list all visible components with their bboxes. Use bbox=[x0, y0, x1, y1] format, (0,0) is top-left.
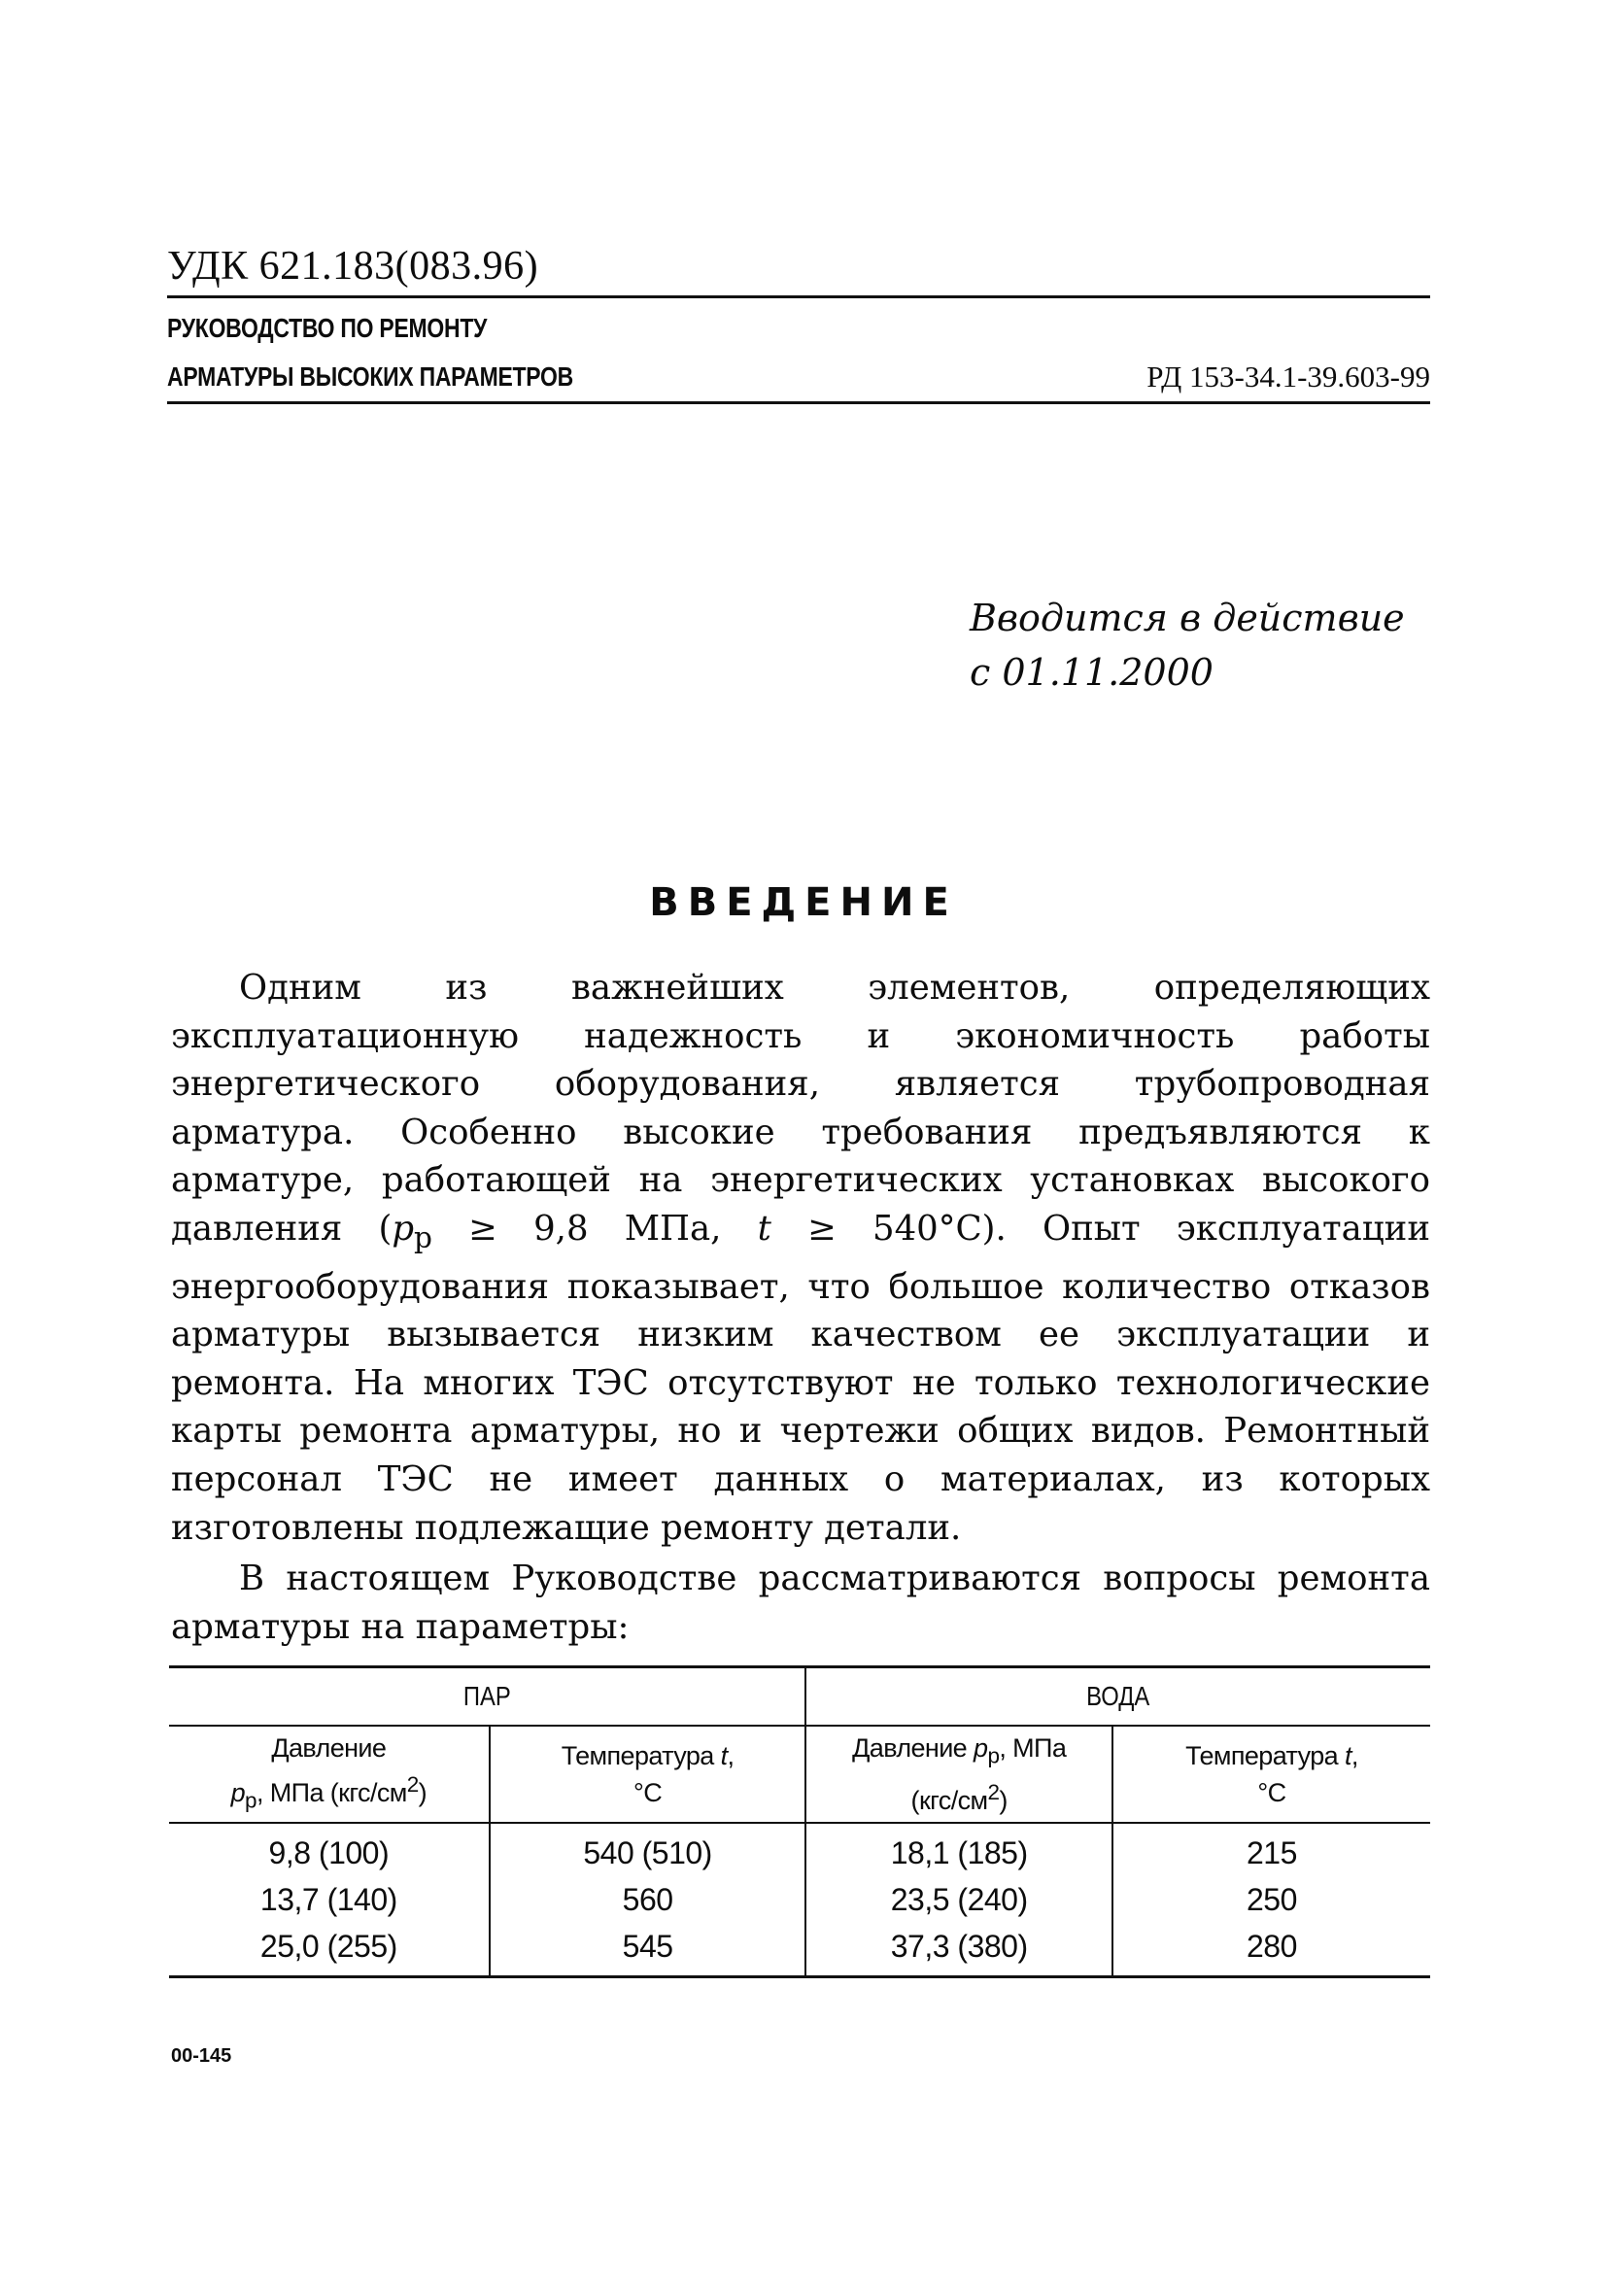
document-number: РД 153-34.1-39.603-99 bbox=[1146, 360, 1430, 394]
section-heading: ВВЕДЕНИЕ bbox=[649, 880, 958, 925]
col-steam-pressure-end: ) bbox=[418, 1777, 427, 1807]
col-water-pressure-line2: (кгс/см bbox=[910, 1786, 988, 1816]
col-steam-pressure-unit: , МПа (кгс/см bbox=[256, 1777, 407, 1807]
paragraph-2: В настоящем Руководстве рассматриваются вопросы ремонта арматуры на параметры: bbox=[171, 1559, 1430, 1647]
col-steam-pressure-sup: 2 bbox=[406, 1771, 419, 1797]
document-title-line1: РУКОВОДСТВО ПО РЕМОНТУ bbox=[167, 313, 488, 343]
table-cell: 560 bbox=[490, 1876, 806, 1923]
paragraph-1 bbox=[171, 964, 1430, 1552]
col-water-temp-line1: Температура bbox=[1185, 1741, 1345, 1770]
effective-date-note bbox=[970, 591, 1405, 700]
pressure-symbol: p bbox=[392, 1208, 415, 1249]
paragraph-1-part1: Одним из важнейших элементов, определяющих эксплуатационную надежность и экономичность работы энергетического оборудования, является трубопроводная арматура. Особенно высокие требования предъявляются к арматуре, работающей на энергетических установках высокого давления ( bbox=[171, 968, 1430, 1249]
effective-line1: Вводится в действие bbox=[970, 597, 1405, 639]
col-water-pressure-end: ) bbox=[999, 1786, 1008, 1816]
col-water-pressure bbox=[805, 1726, 1111, 1823]
col-water-pressure-line1: Давление bbox=[852, 1732, 974, 1763]
col-steam-temp-symbol: t bbox=[720, 1741, 728, 1770]
table-cell: 540 (510) bbox=[490, 1823, 806, 1876]
col-steam-pressure bbox=[169, 1726, 490, 1823]
parameters-table bbox=[169, 1665, 1430, 1978]
table-cell: 18,1 (185) bbox=[805, 1823, 1111, 1876]
table-cell: 37,3 (380) bbox=[805, 1923, 1111, 1977]
table-cell: 23,5 (240) bbox=[805, 1876, 1111, 1923]
table-row bbox=[169, 1823, 1430, 1876]
col-steam-temp-line1: Температура bbox=[561, 1741, 721, 1770]
table-column-header bbox=[169, 1726, 1430, 1823]
effective-line2: с 01.11.2000 bbox=[970, 651, 1214, 694]
table-cell: 13,7 (140) bbox=[259, 1881, 397, 1917]
col-water-temperature bbox=[1112, 1726, 1430, 1823]
group-steam: ПАР bbox=[462, 1681, 511, 1711]
table-cell: 545 bbox=[490, 1923, 806, 1977]
col-water-pressure-unit: , МПа bbox=[999, 1732, 1067, 1763]
paragraph-1-part2: ≥ 9,8 МПа, bbox=[431, 1208, 758, 1249]
col-water-temp-unit: °С bbox=[1257, 1778, 1286, 1807]
header-rule-bottom bbox=[167, 401, 1430, 404]
table-group-header bbox=[169, 1667, 1430, 1727]
col-water-pressure-subscript: р bbox=[987, 1743, 1000, 1768]
col-water-pressure-sup: 2 bbox=[987, 1780, 1000, 1805]
table-cell: 250 bbox=[1112, 1876, 1430, 1923]
table-row bbox=[169, 1923, 1430, 1977]
col-steam-temp-comma: , bbox=[727, 1741, 735, 1770]
col-water-temp-comma: , bbox=[1351, 1741, 1358, 1770]
col-steam-temperature bbox=[490, 1726, 806, 1823]
col-steam-pressure-symbol: p bbox=[230, 1777, 246, 1807]
body-text bbox=[171, 964, 1430, 1651]
col-steam-temp-unit: °С bbox=[633, 1778, 663, 1807]
table-cell: 9,8 (100) bbox=[268, 1834, 390, 1870]
udk-code: УДК 621.183(083.96) bbox=[167, 244, 539, 289]
table-cell: 215 bbox=[1112, 1823, 1430, 1876]
table-row bbox=[169, 1876, 1430, 1923]
temperature-symbol: t bbox=[757, 1208, 771, 1249]
col-steam-pressure-line1: Давление bbox=[271, 1732, 387, 1763]
table-cell: 25,0 (255) bbox=[259, 1928, 397, 1964]
pressure-subscript: р bbox=[414, 1221, 432, 1255]
group-water: ВОДА bbox=[853, 1667, 1384, 1727]
page-footer-code: 00-145 bbox=[171, 2045, 232, 2067]
table-cell: 280 bbox=[1112, 1923, 1430, 1977]
document-title-line2: АРМАТУРЫ ВЫСОКИХ ПАРАМЕТРОВ bbox=[167, 361, 574, 392]
col-water-pressure-symbol: p bbox=[974, 1732, 988, 1763]
col-water-temp-symbol: t bbox=[1344, 1741, 1351, 1770]
header-rule-top bbox=[167, 295, 1430, 298]
col-steam-pressure-subscript: р bbox=[245, 1788, 256, 1813]
paragraph-1-part3: ≥ 540°С). Опыт эксплуатации энергооборудования показывает, что большое количество отказов арматуры вызывается низким качеством ее эксплуатации и ремонта. На многих ТЭС отсутствуют не только технологические карты ремонта арматуры, но и чертежи общих видов. Ремонтный персонал ТЭС не имеет данных о материалах, из которых изготовлены подлежащие ремонту детали. bbox=[171, 1208, 1430, 1548]
